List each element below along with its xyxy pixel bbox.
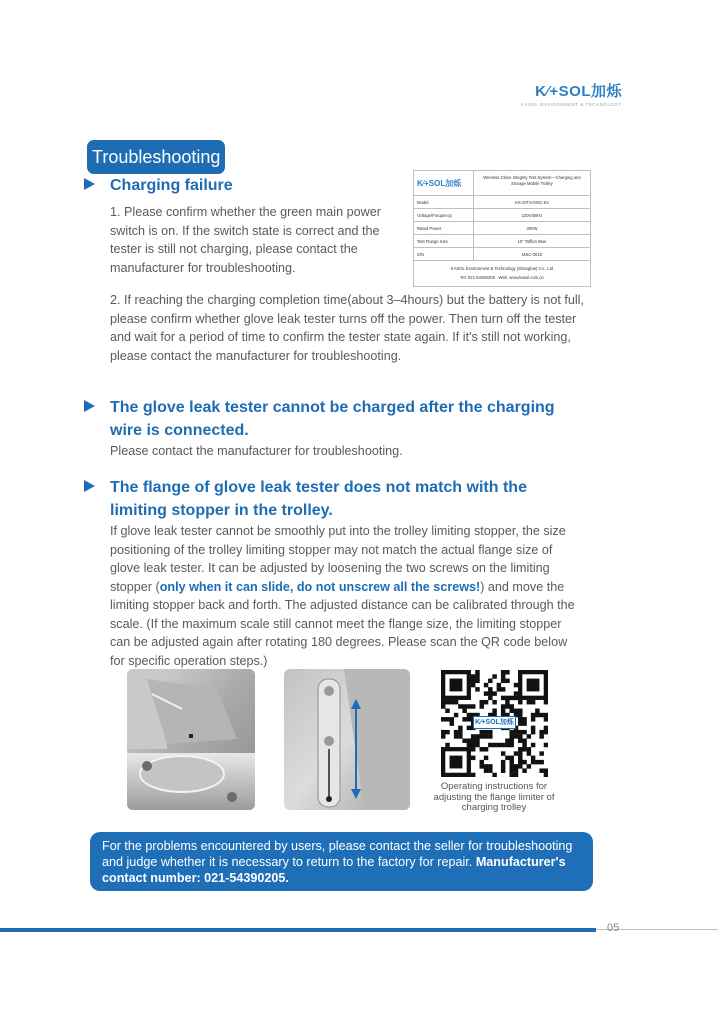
nameplate-key: Voltage/Frequency bbox=[414, 209, 474, 221]
nameplate-value: 300W bbox=[526, 226, 538, 231]
paragraph-contact-manufacturer: Please contact the manufacturer for troubleshooting. bbox=[110, 444, 403, 458]
nameplate-key: Rated Power bbox=[414, 222, 474, 234]
nameplate-value: MSC-0015 bbox=[521, 252, 542, 257]
section-title: Troubleshooting bbox=[87, 140, 225, 174]
nameplate-web: Web: www.kasol.com.cn bbox=[498, 275, 544, 280]
triangle-bullet-icon bbox=[84, 400, 95, 412]
nameplate-logo: K⁄+SOL加烁 bbox=[417, 178, 462, 188]
nameplate-key: Model bbox=[414, 196, 474, 208]
nameplate-value: KS-GITS-MSC-Ex bbox=[515, 200, 549, 205]
nameplate-value: 10" Tofflon Blue bbox=[517, 239, 547, 244]
paragraph-charging-step-1: 1. Please confirm whether the green main power switch is on. If the switch state is correct and the tester is still not charging, please contact the manufacturer for troubleshooting. bbox=[110, 205, 381, 275]
paragraph-flange-adjustment bbox=[110, 522, 585, 670]
paragraph-emphasis: only when it can slide, do not unscrew all the screws! bbox=[159, 579, 481, 594]
triangle-bullet-icon bbox=[84, 480, 95, 492]
bullet-charging-failure bbox=[84, 174, 233, 197]
nameplate-title: Wireless Glove Integrity Test System—Charging and Storage Mobile Trolley bbox=[483, 175, 581, 186]
photo-scale-slot bbox=[284, 669, 410, 810]
kasol-logo bbox=[521, 80, 622, 107]
qr-caption: Operating instructions for adjusting the flange limiter of charging trolley bbox=[433, 781, 555, 813]
contact-text: For the problems encountered by users, please contact the seller for troubleshooting and judge whether it is necessary to return to the factory for repair. bbox=[102, 839, 573, 869]
logo-text: K⁄+SOL加烁 bbox=[535, 83, 622, 100]
photo-limiting-stopper bbox=[127, 669, 255, 810]
footer-bar bbox=[0, 928, 596, 932]
nameplate-key: Test Flange Size bbox=[414, 235, 474, 247]
qr-center-logo: K⁄+SOL加烁 bbox=[473, 716, 516, 729]
qr-code[interactable] bbox=[441, 670, 548, 777]
bullet-title: The glove leak tester cannot be charged after the charging wire is connected. bbox=[110, 399, 555, 439]
nameplate-tel: Tel: 021-54390205 bbox=[460, 275, 495, 280]
nameplate-key: S/N bbox=[414, 248, 474, 260]
bullet-flange-mismatch bbox=[84, 476, 584, 522]
paragraph-text: If glove leak tester cannot be smoothly put into the trolley limiting stopper, the size positioning of the trolley limiting stopper may not match the actual flange size of glove leak tester. It can be adjusted by loosening the two screws on the limiting stopper ( bbox=[110, 524, 566, 594]
contact-phone: Manufacturer's contact number: 021-54390205. bbox=[102, 855, 566, 885]
bullet-cannot-charge bbox=[84, 396, 584, 442]
bullet-title: Charging failure bbox=[110, 177, 233, 194]
nameplate-company: KASOL Environment & Technology (Shanghai) Co., Ltd bbox=[450, 266, 554, 271]
bullet-title: The flange of glove leak tester does not match with the limiting stopper in the trolley. bbox=[110, 479, 527, 519]
paragraph-charging-step-2: 2. If reaching the charging completion time(about 3–4hours) but the battery is not full, please confirm whether glove leak tester turns off the power. Then turn off the tester and wait for a period of time to confirm the tester state again. If it's still not working, please contact the manufacturer for troubleshooting. bbox=[110, 293, 584, 363]
logo-tagline: KASOL ENVIRONMENT & TECHNOLOGY bbox=[520, 102, 622, 107]
nameplate-label bbox=[413, 170, 591, 287]
triangle-bullet-icon bbox=[84, 178, 95, 190]
nameplate-value: 220V/50Hz bbox=[521, 213, 543, 218]
page-number: 05 bbox=[607, 922, 620, 934]
paragraph-text: ) and move the limiting stopper back and forth. The adjusted distance can be calibrated through the scale. (If the maximum scale still cannot meet the flange size, the limiting stopper can be adjusted again after rotating 180 degrees. Please scan the QR code below for specific operation steps.) bbox=[110, 579, 575, 668]
contact-box bbox=[90, 832, 593, 891]
